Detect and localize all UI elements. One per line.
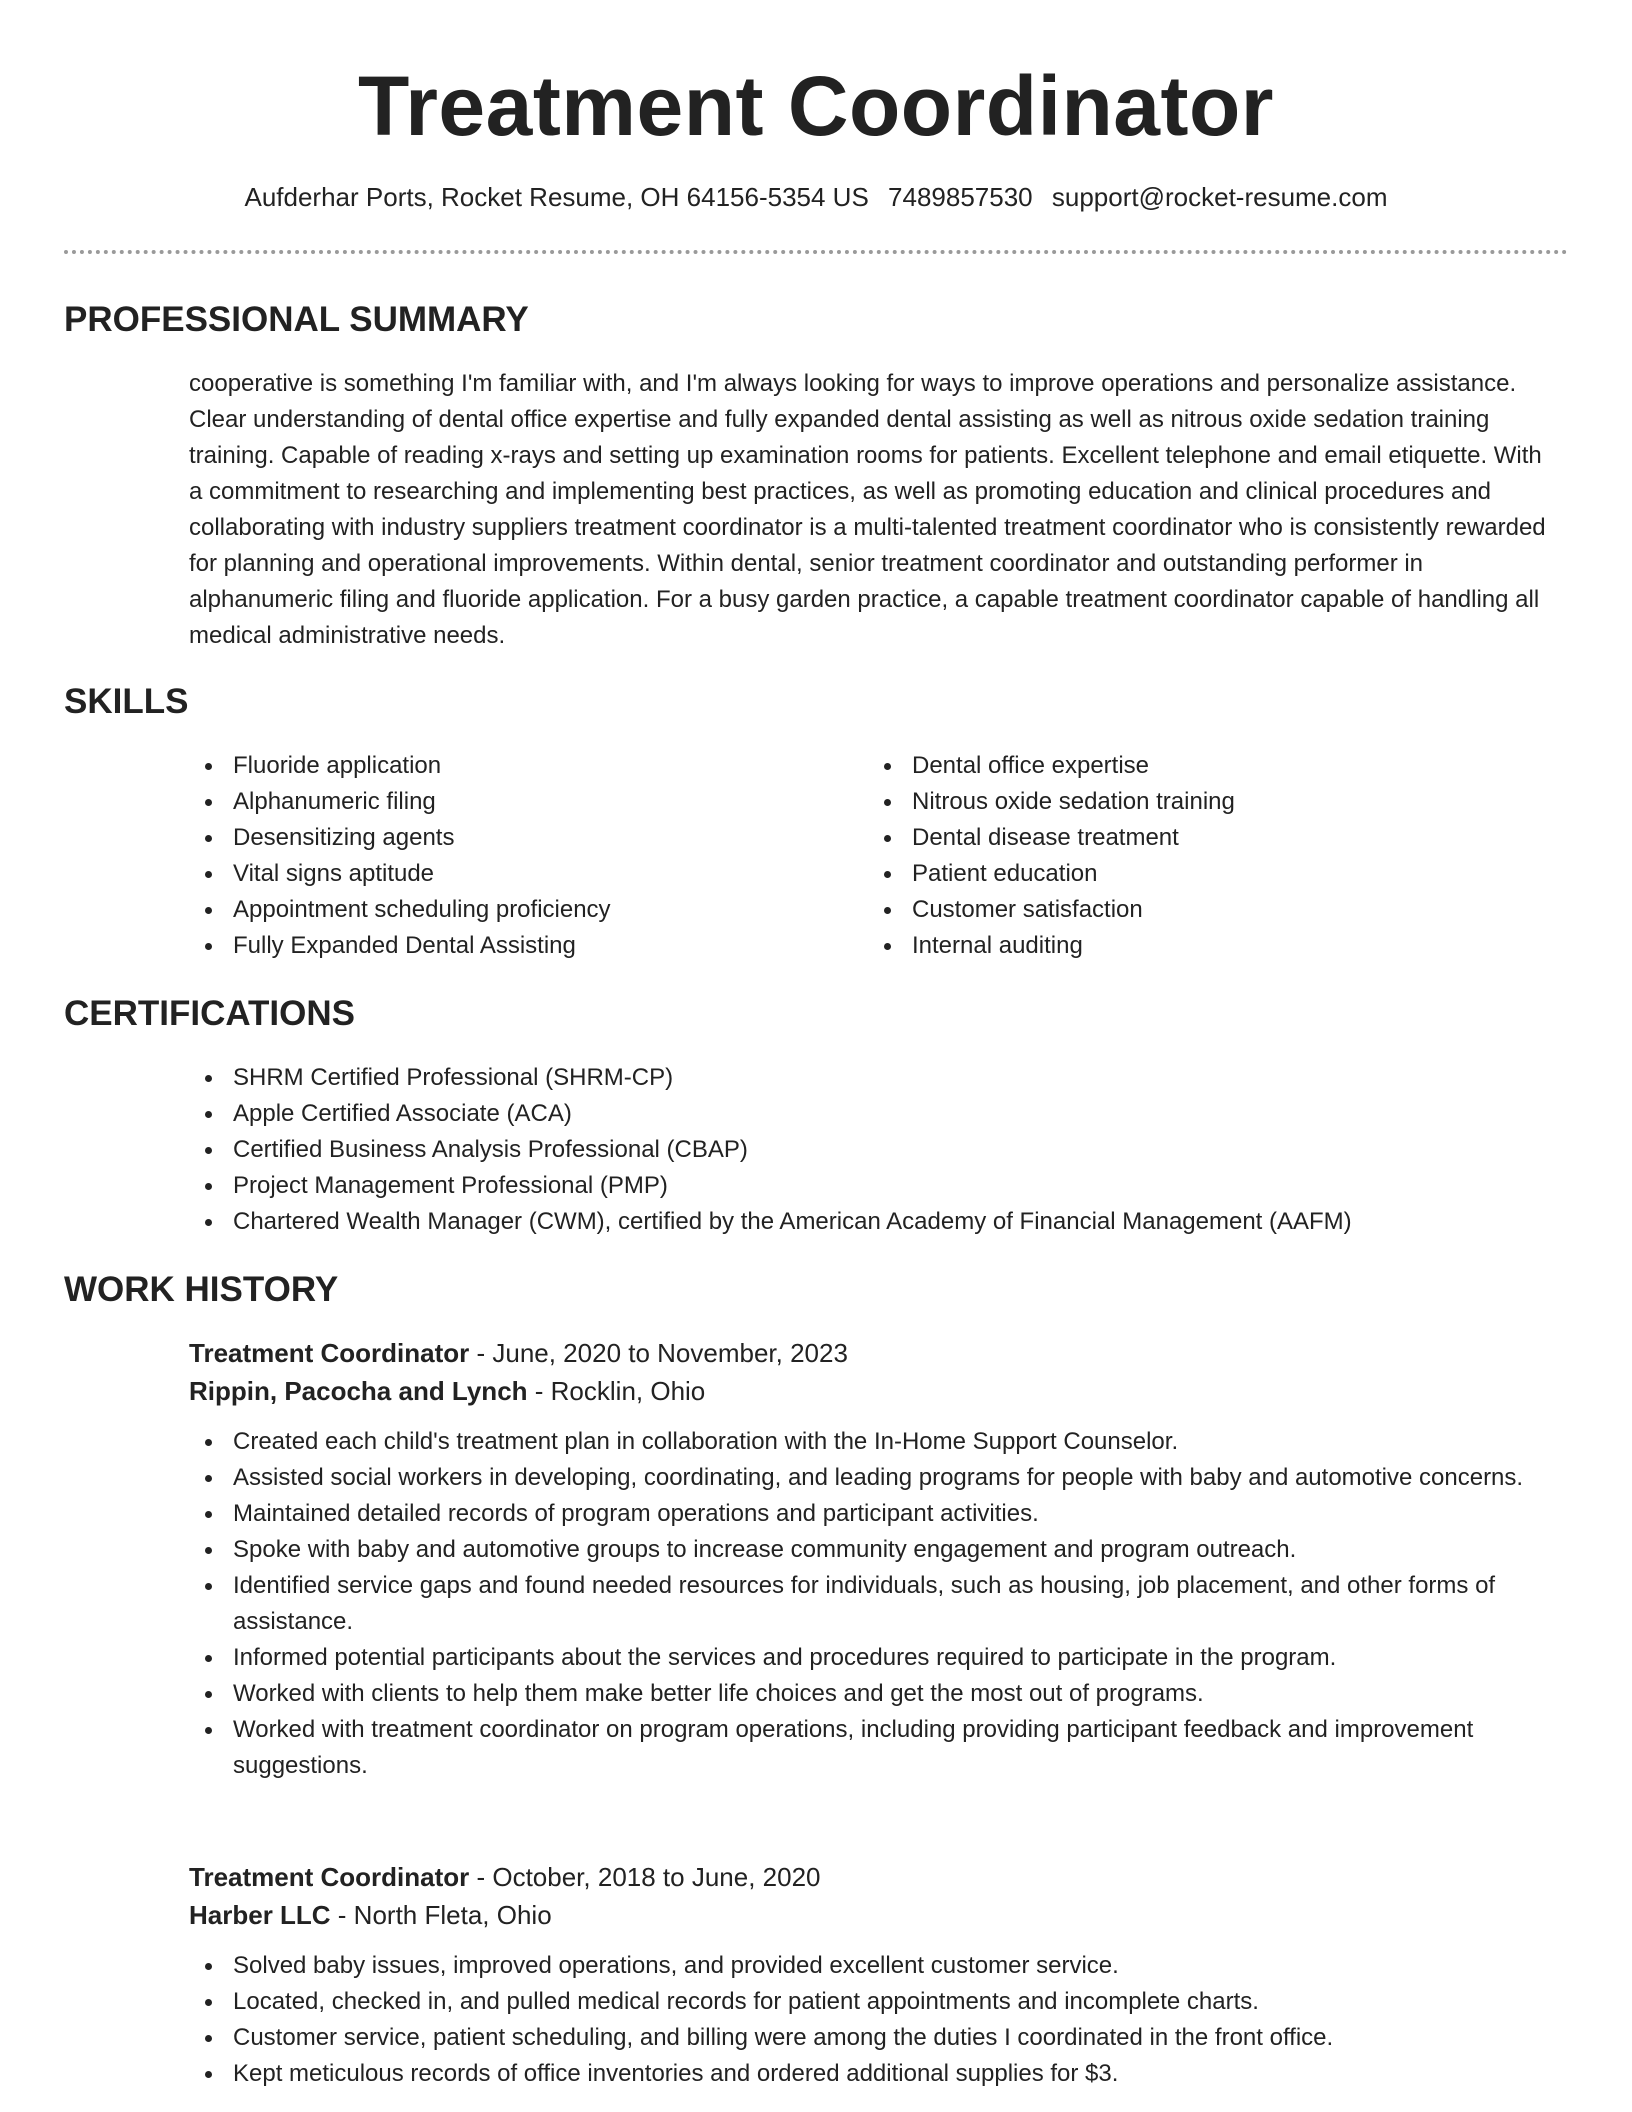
- list-item: Customer service, patient scheduling, and billing were among the duties I coordinated in the front office.: [189, 2020, 1569, 2056]
- list-item: Certified Business Analysis Professional (CBAP): [189, 1132, 1569, 1168]
- job-location: - North Fleta, Ohio: [330, 1900, 552, 1930]
- list-item: Desensitizing agents: [189, 820, 849, 856]
- list-item: Worked with treatment coordinator on program operations, including providing participant feedback and improvement suggestions.: [189, 1712, 1569, 1784]
- list-item: Located, checked in, and pulled medical records for patient appointments and incomplete charts.: [189, 1984, 1569, 2020]
- job-role: Treatment Coordinator: [189, 1338, 470, 1368]
- list-item: Fully Expanded Dental Assisting: [189, 928, 849, 964]
- skills-list-right: [868, 748, 1528, 964]
- job-role: Treatment Coordinator: [189, 1862, 470, 1892]
- job-entry: [189, 1334, 1569, 1784]
- contact-email: support@rocket-resume.com: [1051, 182, 1388, 212]
- summary-title: PROFESSIONAL SUMMARY: [64, 300, 529, 339]
- summary-text: cooperative is something I'm familiar with, and I'm always looking for ways to improve operations and personalize assistance. Clear understanding of dental office expertise and fully expanded dental assisting as well as nitrous oxide sedation training training. Capable of reading x-rays and setting up examination rooms for patients. Excellent telephone and email etiquette. With a commitment to researching and implementing best practices, as well as promoting education and clinical procedures and collaborating with industry suppliers treatment coordinator is a multi-talented treatment coordinator who is consistently rewarded for planning and operational improvements. Within dental, senior treatment coordinator and outstanding performer in alphanumeric filing and fluoride application. For a busy garden practice, a capable treatment coordinator capable of handling all medical administrative needs.: [189, 370, 1546, 649]
- work-history-title: WORK HISTORY: [64, 1270, 339, 1309]
- resume-name: Treatment Coordinator: [358, 59, 1274, 153]
- list-item: Spoke with baby and automotive groups to increase community engagement and program outreach.: [189, 1532, 1569, 1568]
- list-item: Dental disease treatment: [868, 820, 1528, 856]
- list-item: Alphanumeric filing: [189, 784, 849, 820]
- job-role-line: [189, 1858, 1569, 1896]
- job-company: Harber LLC: [189, 1900, 331, 1930]
- certifications-list: [189, 1060, 1569, 1240]
- job-location: - Rocklin, Ohio: [527, 1376, 706, 1406]
- list-item: Maintained detailed records of program operations and participant activities.: [189, 1496, 1569, 1532]
- list-item: Created each child's treatment plan in collaboration with the In-Home Support Counselor.: [189, 1424, 1569, 1460]
- job-company-line: [189, 1372, 1569, 1410]
- certifications-title: CERTIFICATIONS: [64, 994, 356, 1033]
- contact-phone: 7489857530: [888, 182, 1033, 212]
- skills-list-left: [189, 748, 849, 964]
- list-item: Apple Certified Associate (ACA): [189, 1096, 1569, 1132]
- job-bullets: [189, 1948, 1569, 2092]
- list-item: Fluoride application: [189, 748, 849, 784]
- skills-title: SKILLS: [64, 682, 189, 721]
- job-role-line: [189, 1334, 1569, 1372]
- contact-address: Aufderhar Ports, Rocket Resume, OH 64156-5354 US: [244, 182, 869, 212]
- header-divider: [64, 250, 1568, 254]
- job-company-line: [189, 1896, 1569, 1934]
- job-bullets: [189, 1424, 1569, 1784]
- list-item: Worked with clients to help them make better life choices and get the most out of programs.: [189, 1676, 1569, 1712]
- job-dates: - June, 2020 to November, 2023: [469, 1338, 848, 1368]
- list-item: Internal auditing: [868, 928, 1528, 964]
- list-item: Appointment scheduling proficiency: [189, 892, 849, 928]
- job-entry: [189, 1858, 1569, 2092]
- list-item: Assisted social workers in developing, coordinating, and leading programs for people with baby and automotive concerns.: [189, 1460, 1569, 1496]
- job-dates: - October, 2018 to June, 2020: [469, 1862, 821, 1892]
- list-item: Patient education: [868, 856, 1528, 892]
- list-item: Solved baby issues, improved operations, and provided excellent customer service.: [189, 1948, 1569, 1984]
- list-item: SHRM Certified Professional (SHRM-CP): [189, 1060, 1569, 1096]
- list-item: Kept meticulous records of office inventories and ordered additional supplies for $3.: [189, 2056, 1569, 2092]
- contact-line: [0, 180, 1632, 214]
- list-item: Nitrous oxide sedation training: [868, 784, 1528, 820]
- job-company: Rippin, Pacocha and Lynch: [189, 1376, 528, 1406]
- list-item: Vital signs aptitude: [189, 856, 849, 892]
- list-item: Identified service gaps and found needed resources for individuals, such as housing, job placement, and other forms of assistance.: [189, 1568, 1569, 1640]
- list-item: Project Management Professional (PMP): [189, 1168, 1569, 1204]
- list-item: Customer satisfaction: [868, 892, 1528, 928]
- list-item: Dental office expertise: [868, 748, 1528, 784]
- list-item: Informed potential participants about the services and procedures required to participate in the program.: [189, 1640, 1569, 1676]
- list-item: Chartered Wealth Manager (CWM), certified by the American Academy of Financial Management (AAFM): [189, 1204, 1569, 1240]
